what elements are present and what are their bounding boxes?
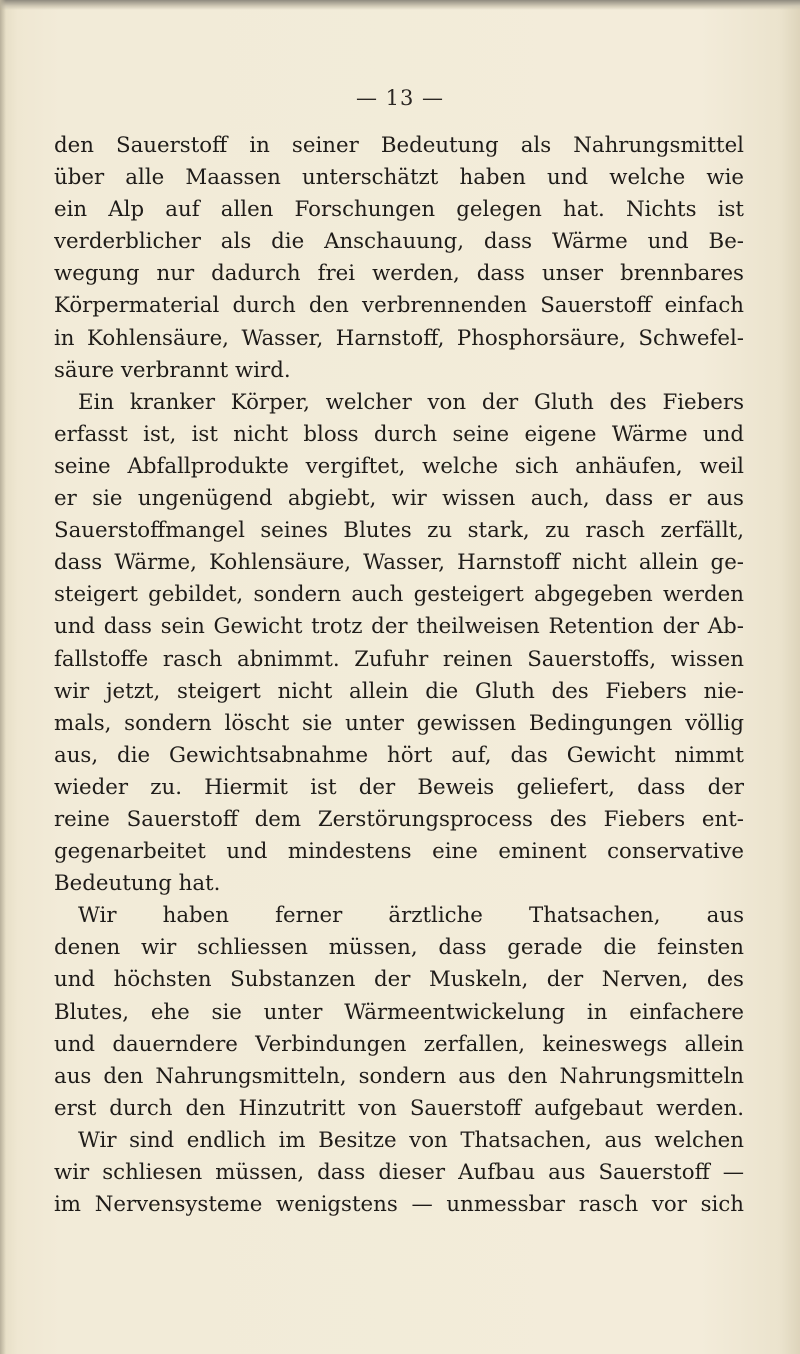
text-line: wir jetzt, steigert nicht allein die Gluth des Fiebers nie- <box>54 678 744 704</box>
text-line: Sauerstoffmangel seines Blutes zu stark, zu rasch zerfällt, <box>54 518 744 544</box>
body-text <box>54 130 744 1221</box>
text-line: reine Sauerstoff dem Zerstörungsprocess des Fiebers ent- <box>54 806 744 832</box>
text-line: verderblicher als die Anschauung, dass Wärme und Be- <box>54 229 744 255</box>
text-line: Bedeutung hat. <box>54 871 221 897</box>
text-line: er sie ungenügend abgiebt, wir wissen auch, dass er aus <box>54 486 744 512</box>
text-line: den Sauerstoff in seiner Bedeutung als Nahrungsmittel <box>54 133 744 158</box>
text-line: und höchsten Substanzen der Muskeln, der Nerven, des <box>54 967 744 993</box>
text-line: aus den Nahrungsmitteln, sondern aus den Nahrungsmitteln <box>54 1063 744 1089</box>
text-line: wegung nur dadurch frei werden, dass unser brennbares <box>54 261 744 287</box>
text-line: mals, sondern löscht sie unter gewissen Bedingungen völlig <box>54 710 744 736</box>
text-line: gegenarbeitet und mindestens eine eminent conservative <box>54 839 744 865</box>
text-line: wir schliesen müssen, dass dieser Aufbau aus Sauerstoff — <box>54 1160 744 1185</box>
text-line: und dass sein Gewicht trotz der theilweisen Retention der Ab- <box>54 614 744 640</box>
text-line: säure verbrannt wird. <box>54 357 291 383</box>
text-line: erfasst ist, ist nicht bloss durch seine eigene Wärme und <box>54 421 744 447</box>
text-line: Blutes, ehe sie unter Wärmeentwickelung in einfachere <box>54 999 744 1025</box>
text-line: fallstoffe rasch abnimmt. Zufuhr reinen Sauerstoffs, wissen <box>54 646 744 672</box>
text-line: aus, die Gewichtsabnahme hört auf, das Gewicht nimmt <box>54 742 744 768</box>
text-line: wieder zu. Hiermit ist der Beweis geliefert, dass der <box>54 774 744 800</box>
text-line: im Nervensysteme wenigstens — unmessbar rasch vor sich <box>54 1192 744 1218</box>
text-line: erst durch den Hinzutritt von Sauerstoff aufgebaut werden. <box>54 1095 744 1121</box>
text-line: Körpermaterial durch den verbrennenden Sauerstoff einfach <box>54 293 744 319</box>
text-line: seine Abfallprodukte vergiftet, welche sich anhäufen, weil <box>54 453 744 479</box>
page-top-edge <box>0 0 800 10</box>
text-line: ein Alp auf allen Forschungen gelegen hat. Nichts ist <box>54 197 744 223</box>
text-line: steigert gebildet, sondern auch gesteigert abgegeben werden <box>54 582 744 608</box>
text-line: über alle Maassen unterschätzt haben und welche wie <box>54 165 744 191</box>
text-line: in Kohlensäure, Wasser, Harnstoff, Phosphorsäure, Schwefel- <box>54 325 744 351</box>
page-number: — 13 — <box>355 86 445 110</box>
text-line: dass Wärme, Kohlensäure, Wasser, Harnstoff nicht allein ge- <box>54 550 744 576</box>
text-line: Ein kranker Körper, welcher von der Gluth des Fiebers <box>78 389 744 415</box>
text-line: und dauerndere Verbindungen zerfallen, keineswegs allein <box>54 1031 744 1057</box>
text-line: Wir haben ferner ärztliche Thatsachen, aus <box>78 903 744 929</box>
text-line: Wir sind endlich im Besitze von Thatsachen, aus welchen <box>78 1127 744 1153</box>
text-line: denen wir schliessen müssen, dass gerade die feinsten <box>54 935 744 961</box>
page-left-edge <box>0 0 6 1354</box>
